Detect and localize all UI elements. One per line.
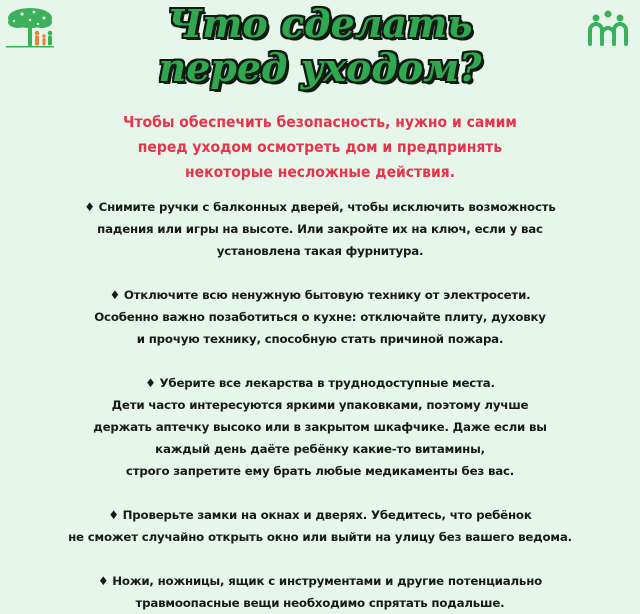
advice-line: Дети часто интересуются яркими упаковками, поэтому лучше — [111, 398, 529, 412]
advice-line: ♦ Уберите все лекарства в труднодоступные места. — [145, 376, 495, 390]
advice-item — [20, 570, 620, 614]
intro-line: перед уходом осмотреть дом и предпринять — [137, 138, 503, 156]
advice-item — [20, 196, 620, 262]
intro-text — [60, 110, 580, 185]
advice-line: не сможет случайно открыть окно или выйти на улицу без вашего ведома. — [68, 530, 572, 544]
advice-line: ♦ Отключите всю ненужную бытовую технику от электросети. — [109, 288, 531, 302]
advice-line: установлена такая фурнитура. — [216, 244, 424, 258]
page-title — [0, 2, 640, 90]
advice-line: ♦ Проверьте замки на окнах и дверях. Убедитесь, что ребёнок — [108, 508, 532, 522]
title-line-1: Что сделать — [167, 1, 473, 46]
advice-line: травмоопасные вещи необходимо спрятать подальше. — [135, 596, 505, 610]
advice-item — [20, 504, 620, 548]
advice-line: каждый день даёте ребёнку какие-то витамины, — [155, 442, 485, 456]
advice-line: ♦ Ножи, ножницы, ящик с инструментами и другие потенциально — [97, 574, 543, 588]
advice-line: ♦ Снимите ручки с балконных дверей, чтобы исключить возможность — [84, 200, 556, 214]
title-line-2: перед уходом? — [158, 45, 482, 90]
advice-line: строго запретите ему брать любые медикаменты без вас. — [125, 464, 515, 478]
advice-line: держать аптечку высоко или в закрытом шкафчике. Даже если вы — [93, 420, 547, 434]
advice-list — [20, 196, 620, 614]
intro-line: некоторые несложные действия. — [185, 163, 455, 181]
advice-line: падения или игры на высоте. Или закройте их на ключ, если у вас — [97, 222, 543, 236]
advice-line: Особенно важно позаботиться о кухне: отключайте плиту, духовку — [94, 310, 546, 324]
advice-item — [20, 372, 620, 482]
intro-line: Чтобы обеспечить безопасность, нужно и самим — [123, 113, 517, 131]
advice-item — [20, 284, 620, 350]
advice-line: и прочую технику, способную стать причиной пожара. — [136, 332, 504, 346]
